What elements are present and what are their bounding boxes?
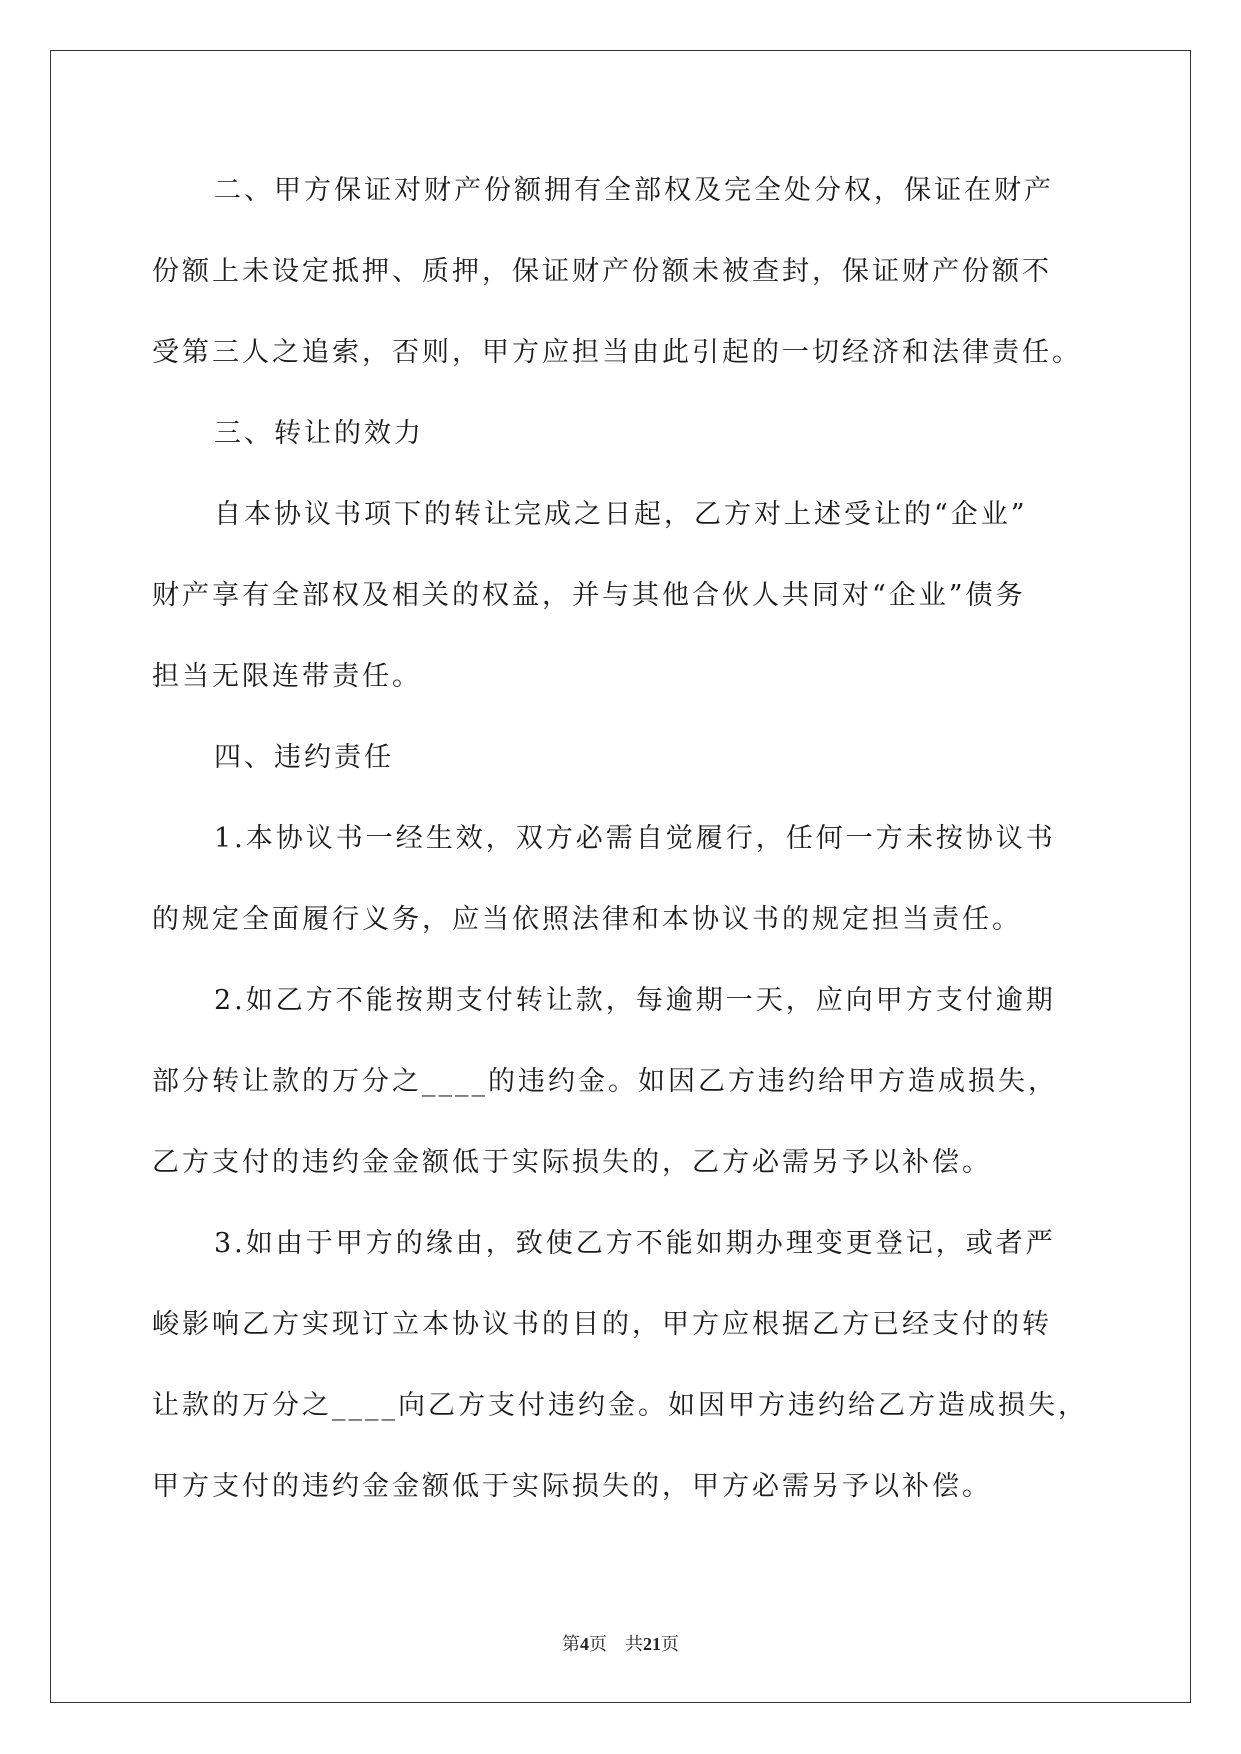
total-pages: 21	[643, 1634, 661, 1654]
paragraph-line: 2.如乙方不能按期支付转让款，每逾期一天，应向甲方支付逾期	[214, 985, 1056, 1016]
document-body	[152, 150, 1117, 1527]
section-heading: 三、转让的效力	[214, 418, 424, 449]
paragraph-line: 受第三人之追索，否则，甲方应担当由此引起的一切经济和法律责任。	[152, 337, 1082, 368]
paragraph-line: 峻影响乙方实现订立本协议书的目的，甲方应根据乙方已经支付的转	[152, 1309, 1052, 1340]
total-prefix: 共	[625, 1634, 643, 1654]
paragraph-line: 份额上未设定抵押、质押，保证财产份额未被查封，保证财产份额不	[152, 256, 1052, 287]
section-heading: 四、违约责任	[214, 742, 394, 773]
paragraph-line: 3.如由于甲方的缘由，致使乙方不能如期办理变更登记，或者严	[214, 1228, 1056, 1259]
paragraph-line: 1.本协议书一经生效，双方必需自觉履行，任何一方未按协议书	[214, 823, 1056, 854]
paragraph-line: 的规定全面履行义务，应当依照法律和本协议书的规定担当责任。	[152, 904, 1022, 935]
page-footer	[0, 1630, 1241, 1656]
paragraph-line: 担当无限连带责任。	[152, 661, 422, 692]
page-suffix: 页	[589, 1634, 607, 1654]
paragraph-line: 让款的万分之____向乙方支付违约金。如因甲方违约给乙方造成损失，	[152, 1390, 1088, 1421]
total-suffix: 页	[661, 1634, 679, 1654]
paragraph-line: 财产享有全部权及相关的权益，并与其他合伙人共同对“企业”债务	[152, 580, 1026, 611]
paragraph-line: 二、甲方保证对财产份额拥有全部权及完全处分权，保证在财产	[214, 175, 1054, 206]
page-prefix: 第	[562, 1634, 580, 1654]
paragraph-line: 乙方支付的违约金金额低于实际损失的，乙方必需另予以补偿。	[152, 1147, 992, 1178]
page-number: 4	[580, 1634, 589, 1654]
paragraph-line: 自本协议书项下的转让完成之日起，乙方对上述受让的“企业”	[214, 499, 1028, 530]
paragraph-line: 甲方支付的违约金金额低于实际损失的，甲方必需另予以补偿。	[152, 1471, 992, 1502]
paragraph-line: 部分转让款的万分之____的违约金。如因乙方违约给甲方造成损失，	[152, 1066, 1058, 1097]
